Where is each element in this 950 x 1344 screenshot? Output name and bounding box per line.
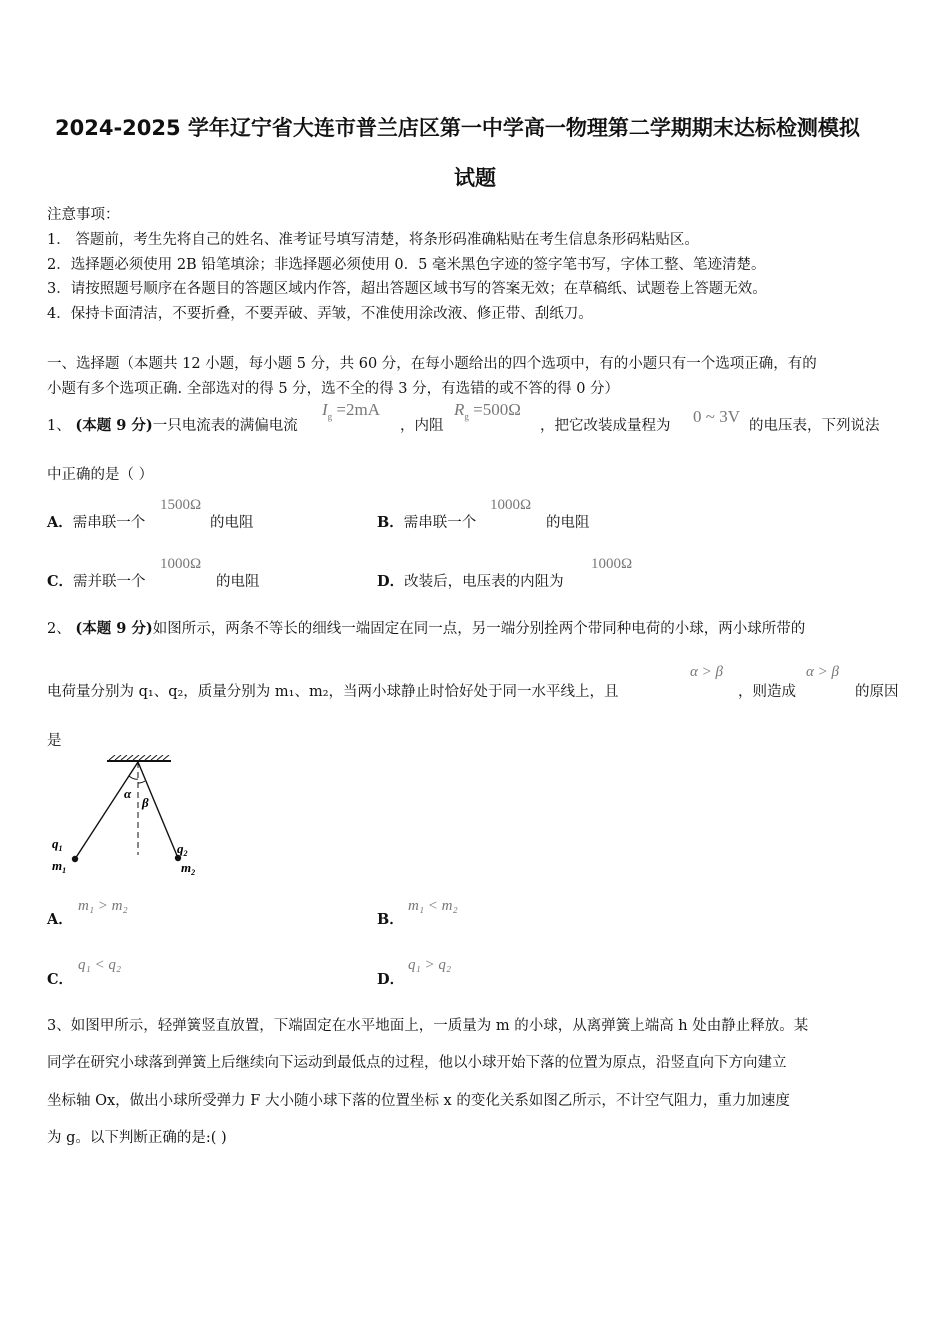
q2-option-b[interactable]: B． bbox=[377, 911, 404, 928]
page-title: 2024-2025 学年辽宁省大连市普兰店区第一中学高一物理第二学期期末达标检测模拟 bbox=[55, 116, 860, 140]
q3-text: 为 g。以下判断正确的是:( ) bbox=[47, 1130, 227, 1146]
beta-arc bbox=[138, 781, 145, 783]
q1-option-d[interactable]: D．改装后，电压表的内阻为 bbox=[377, 573, 564, 590]
q2-text: 的原因 bbox=[855, 684, 899, 700]
q2-option-d[interactable]: D． bbox=[377, 971, 405, 988]
q1-text: 的电压表，下列说法 bbox=[749, 418, 880, 434]
q1-text: ，把它改装成量程为 bbox=[540, 418, 671, 434]
q1-number: 1、 bbox=[47, 418, 71, 434]
ball-1 bbox=[72, 856, 78, 862]
q2-text: ，则造成 bbox=[738, 684, 796, 700]
q3-text: 坐标轴 Ox，做出小球所受弹力 F 大小随小球下落的位置坐标 x 的变化关系如图乙所示，不计空气阻力，重力加速度 bbox=[47, 1093, 790, 1109]
q1-stem bbox=[47, 414, 298, 435]
q1-option-b-suffix: 的电阻 bbox=[546, 515, 590, 531]
beta-label: β bbox=[142, 795, 149, 810]
page-title-continued: 试题 bbox=[454, 166, 496, 190]
q1-text: 中正确的是（ ） bbox=[47, 467, 154, 483]
q1-text: ，内阻 bbox=[400, 418, 444, 434]
q2-label: $q_2$ bbox=[177, 841, 188, 858]
q2-option-a-formula: m₁ > m₂ bbox=[78, 898, 128, 914]
q2-text: 是 bbox=[47, 733, 62, 749]
section-heading-continued: 小题有多个选项正确. 全部选对的得 5 分，选不全的得 3 分，有选错的或不答的得 0 分） bbox=[47, 381, 620, 397]
notice-heading: 注意事项： bbox=[47, 207, 120, 223]
q1-option-a-suffix: 的电阻 bbox=[210, 515, 254, 531]
alpha-arc bbox=[129, 776, 138, 779]
q2-option-b-formula: m₁ < m₂ bbox=[408, 898, 458, 914]
q1-option-a[interactable]: A．需串联一个 bbox=[47, 514, 146, 531]
q2-text: 电荷量分别为 q₁、q₂，质量分别为 m₁、m₂，当两小球静止时恰好处于同一水平线上，且 bbox=[47, 684, 619, 700]
section-heading: 一、选择题（本题共 12 小题，每小题 5 分，共 60 分，在每小题给出的四个选项中，有的小题只有一个选项正确，有的 bbox=[47, 356, 817, 372]
q1-text: 一只电流表的满偏电流 bbox=[152, 418, 298, 434]
q2-option-c-formula: q₁ < q₂ bbox=[78, 957, 122, 973]
q1-option-c-suffix: 的电阻 bbox=[216, 574, 260, 590]
notice-item: 4．保持卡面清洁，不要折叠，不要弄破、弄皱，不准使用涂改液、修正带、刮纸刀。 bbox=[47, 306, 593, 322]
q2-formula-cond: α > β bbox=[806, 664, 839, 680]
string-1 bbox=[75, 762, 138, 859]
q1-option-b-formula: 1000Ω bbox=[490, 497, 532, 513]
q1-option-a-formula: 1500Ω bbox=[160, 497, 202, 513]
alpha-label: α bbox=[124, 786, 132, 801]
q2-stem: 2、 (本题 9 分)如图所示，两条不等长的细线一端固定在同一点，另一端分别拴两个带同种电荷的小球，两小球所带的 bbox=[47, 620, 806, 637]
string-2 bbox=[138, 762, 178, 858]
q2-option-a[interactable]: A． bbox=[47, 911, 73, 928]
notice-item: 1． 答题前，考生先将自己的姓名、准考证号填写清楚，将条形码准确粘贴在考生信息条形码粘贴区。 bbox=[47, 232, 699, 248]
q1-option-d-formula: 1000Ω bbox=[591, 556, 633, 572]
q1-option-b[interactable]: B．需串联一个 bbox=[377, 514, 477, 531]
q2-formula-cond: α > β bbox=[690, 664, 723, 680]
q1-option-c[interactable]: C．需并联一个 bbox=[47, 573, 146, 590]
q1-label: $q_1$ bbox=[52, 836, 63, 853]
q1-formula-ig: $I_g =2mA$ bbox=[322, 400, 381, 422]
q2-option-d-formula: q₁ > q₂ bbox=[408, 957, 452, 973]
q1-formula-rg: $R_g =500\Omega$ bbox=[454, 400, 521, 422]
q1-option-c-formula: 1000Ω bbox=[160, 556, 202, 572]
q1-tag: (本题 9 分) bbox=[75, 417, 153, 434]
ceiling-hatch bbox=[109, 755, 169, 760]
notice-item: 3．请按照题号顺序在各题目的答题区域内作答，超出答题区域书写的答案无效；在草稿纸、试题卷上答题无效。 bbox=[47, 281, 767, 297]
q1-formula-range: 0 ~ 3V bbox=[693, 407, 740, 426]
q3-stem: 3、如图甲所示，轻弹簧竖直放置，下端固定在水平地面上，一质量为 m 的小球，从离弹簧上端高 h 处由静止释放。某 bbox=[47, 1018, 809, 1034]
m1-label: $m_1$ bbox=[52, 858, 67, 875]
q3-text: 同学在研究小球落到弹簧上后继续向下运动到最低点的过程，他以小球开始下落的位置为原点，沿竖直向下方向建立 bbox=[47, 1055, 787, 1071]
pendulum-figure bbox=[45, 755, 215, 885]
q2-option-c[interactable]: C． bbox=[47, 971, 74, 988]
m2-label: $m_2$ bbox=[181, 860, 196, 877]
notice-item: 2．选择题必须使用 2B 铅笔填涂；非选择题必须使用 0．5 毫米黑色字迹的签字笔书写，字体工整、笔迹清楚。 bbox=[47, 257, 766, 273]
